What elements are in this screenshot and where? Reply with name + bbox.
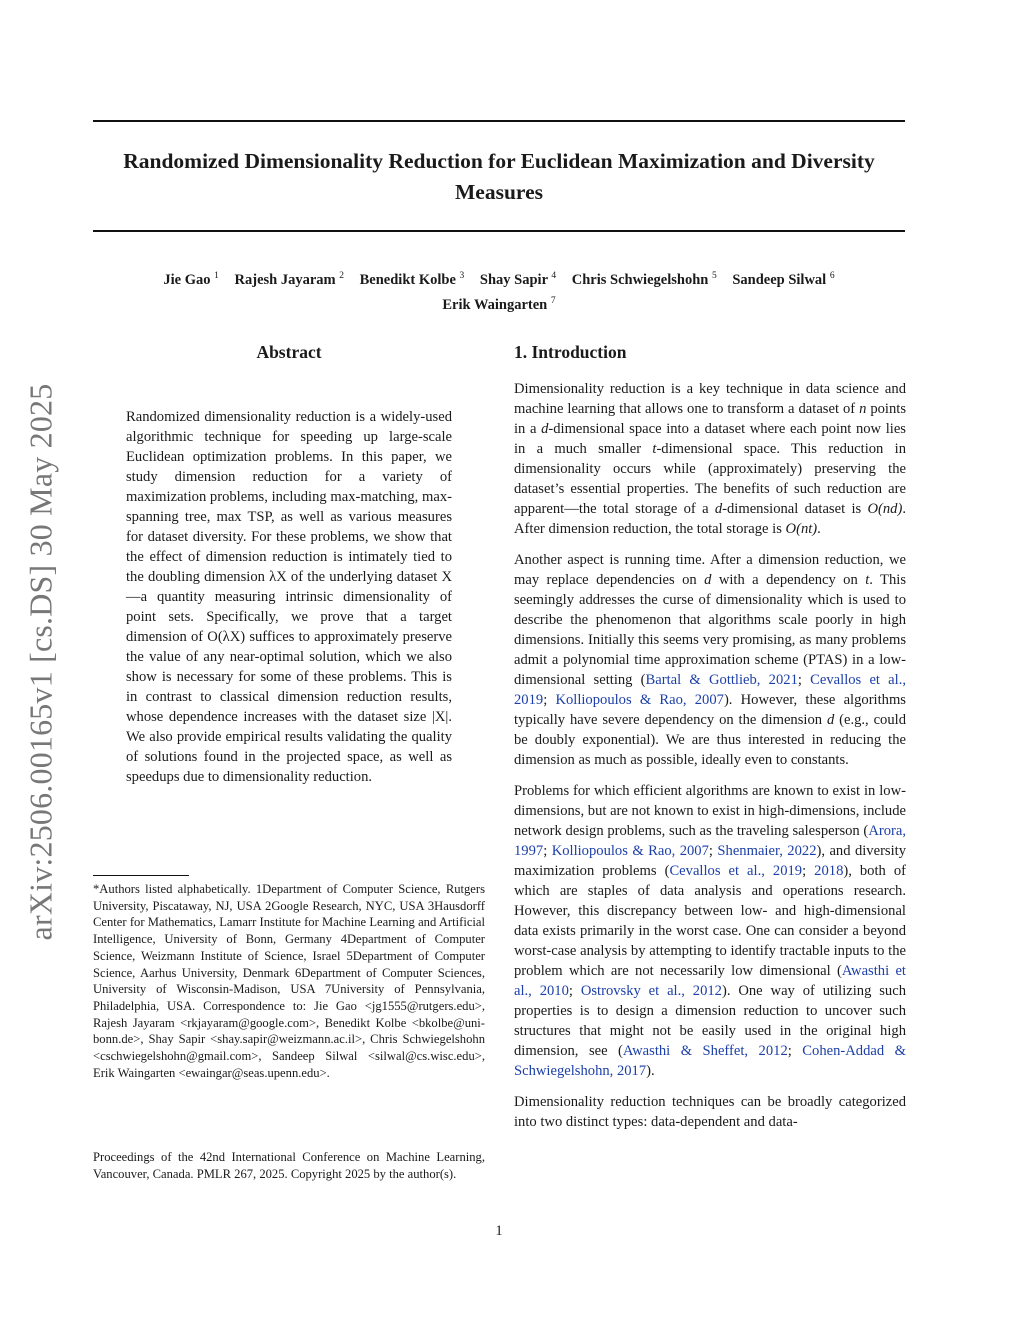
citation-link[interactable]: Cevallos et al., 2019: [514, 672, 907, 708]
math-symbol: d: [826, 712, 835, 728]
math-symbol: n: [859, 401, 867, 417]
intro-paragraph: Problems for which efficient algorithms are known to exist in low-dimensions, but are not known to exist in high-dimensions, include network design problems, such as the traveling salesperson (Arora, 1997; Kolliopoulos & Rao, 2007; Shenmaier, 2022), and diversity maximization problems (Cevallos et al., 2019; 2018), both of which are staples of data analysis and operations research. However, this discrepancy between low- and high-dimensional data exists primarily in the worst case. One can consider a beyond worst-case analysis by attempting to identify tractable inputs to the problem which are not necessarily low dimensional (Awasthi et al., 2010; Ostrovsky et al., 2012). One way of utilizing such properties is to design a dimension reduction to uncover such structures that might not be easily used in the original high dimension, see (Awasthi & Sheffet, 2012; Cohen-Addad & Schwiegelshohn, 2017).: [514, 783, 907, 1079]
arxiv-stamp: arXiv:2506.00165v1 [cs.DS] 30 May 2025: [22, 383, 59, 941]
affiliations-footnote: *Authors listed alphabetically. 1Department of Computer Science, Rutgers University, Piscataway, NJ, USA 2Google Research, NYC, USA 3Hausdorff Center for Mathematics, Lamarr Institute for Machine Learning and Artificial Intelligence, University of Bonn, Germany 4Department of Computer Science, Weizmann Institute of Science, Israel 5Department of Computer Science, Aarhus University, Denmark 6Department of Computer Sciences, University of Wisconsin-Madison, USA 7University of Pennsylvania, Philadelphia, USA. Correspondence to: Jie Gao <jg1555@rutgers.edu>, Rajesh Jayaram <rkjayaram@google.com>, Benedikt Kolbe <bkolbe@uni-bonn.de>, Shay Sapir <shay.sapir@weizmann.ac.il>, Chris Schwiegelshohn <cschwiegelshohn@gmail.com>, Sandeep Silwal <silwal@cs.wisc.edu>, Erik Waingarten <ewaingar@seas.upenn.edu>.: [93, 882, 485, 1080]
author: Shay Sapir $^4$: [479, 271, 557, 288]
citation-link[interactable]: Kolliopoulos & Rao, 2007: [551, 843, 709, 859]
citation-link[interactable]: Ostrovsky et al., 2012: [580, 983, 722, 999]
math-symbol: d: [704, 572, 712, 588]
citation-link[interactable]: Awasthi et al., 2010: [514, 963, 906, 999]
abstract-heading: Abstract: [256, 342, 322, 362]
author: Benedikt Kolbe $^3$: [359, 271, 465, 288]
author: Chris Schwiegelshohn $^5$: [571, 271, 717, 288]
left-column: [93, 340, 485, 787]
paper-title: Randomized Dimensionality Reduction for Euclidean Maximization and Diversity Measures: [123, 149, 875, 204]
author-list: [93, 266, 905, 316]
math-symbol: d: [541, 421, 549, 437]
citation-link[interactable]: Cevallos et al., 2019: [669, 863, 803, 879]
intro-paragraph: Another aspect is running time. After a dimension reduction, we may replace dependencies on d with a dependency on t. This seemingly addresses the curse of dimensionality which is used to describe the phenomenon that algorithms scale poorly in high dimensions. Initially this seems very promising, as many problems admit a polynomial time approximation scheme (PTAS) in a low-dimensional setting (Bartal & Gottlieb, 2021; Cevallos et al., 2019; Kolliopoulos & Rao, 2007). However, these algorithms typically have severe dependency on the dimension d (e.g., could be doubly exponential). We are thus interested in reducing the dimension as much as possible, ideally even to constants.: [514, 552, 907, 768]
citation-link[interactable]: Kolliopoulos & Rao, 2007: [555, 692, 724, 708]
intro-paragraph: Dimensionality reduction techniques can be broadly categorized into two distinct types: data-dependent and data-: [514, 1094, 906, 1130]
author: Rajesh Jayaram $^2$: [234, 271, 344, 288]
math-symbol: t: [865, 572, 870, 588]
citation-link[interactable]: 2018: [814, 863, 844, 879]
top-rule: [93, 120, 905, 122]
introduction-heading: 1. Introduction: [514, 342, 627, 362]
footnote-rule: [93, 875, 189, 876]
math-symbol: t: [652, 441, 657, 457]
author: Sandeep Silwal $^6$: [732, 271, 835, 288]
title-bottom-rule: [93, 230, 905, 232]
page-number: 1: [495, 1223, 503, 1239]
citation-link[interactable]: Shenmaier, 2022: [717, 843, 817, 859]
author: Erik Waingarten $^7$: [442, 295, 556, 313]
intro-paragraph: Dimensionality reduction is a key technique in data science and machine learning that allows one to transform a dataset of n points in a d-dimensional space into a dataset where each point now lies in a much smaller t-dimensional space. This reduction in dimensionality occurs while (approximately) preserving the dataset’s essential properties. The benefits of such reduction are apparent—the total storage of a d-dimensional dataset is O(nd). After dimension reduction, the total storage is O(nt).: [514, 381, 907, 537]
author: Jie Gao $^1$: [163, 271, 219, 288]
right-column: [514, 340, 906, 1143]
proceedings-note: Proceedings of the 42nd International Conference on Machine Learning, Vancouver, Canada. PMLR 267, 2025. Copyright 2025 by the author(s).: [93, 1150, 485, 1181]
citation-link[interactable]: Awasthi & Sheffet, 2012: [622, 1043, 788, 1059]
citation-link[interactable]: Arora, 1997: [514, 823, 906, 859]
abstract-body: Randomized dimensionality reduction is a widely-used algorithmic technique for speeding up large-scale Euclidean optimization problems. In this paper, we study dimension reduction for a variety of maximization problems, including max-matching, max-spanning tree, max TSP, as well as various measures for dataset diversity. For these problems, we show that the effect of dimension reduction is intimately tied to the doubling dimension λX of the underlying dataset X—a quantity measuring intrinsic dimensionality of point sets. Specifically, we prove that a target dimension of O(λX) suffices to approximately preserve the value of any near-optimal solution, which we also show is necessary for some of these problems. This is in contrast to classical dimension reduction results, whose dependence increases with the dataset size |X|. We also provide empirical results validating the quality of solutions found in the projected space, as well as speedups due to dimensionality reduction.: [126, 409, 452, 785]
math-symbol: d: [714, 501, 723, 517]
math-symbol: O(nd): [867, 501, 903, 517]
math-symbol: O(nt): [785, 521, 818, 537]
citation-link[interactable]: Cohen-Addad & Schwiegelshohn, 2017: [514, 1043, 907, 1079]
citation-link[interactable]: Bartal & Gottlieb, 2021: [645, 672, 798, 688]
